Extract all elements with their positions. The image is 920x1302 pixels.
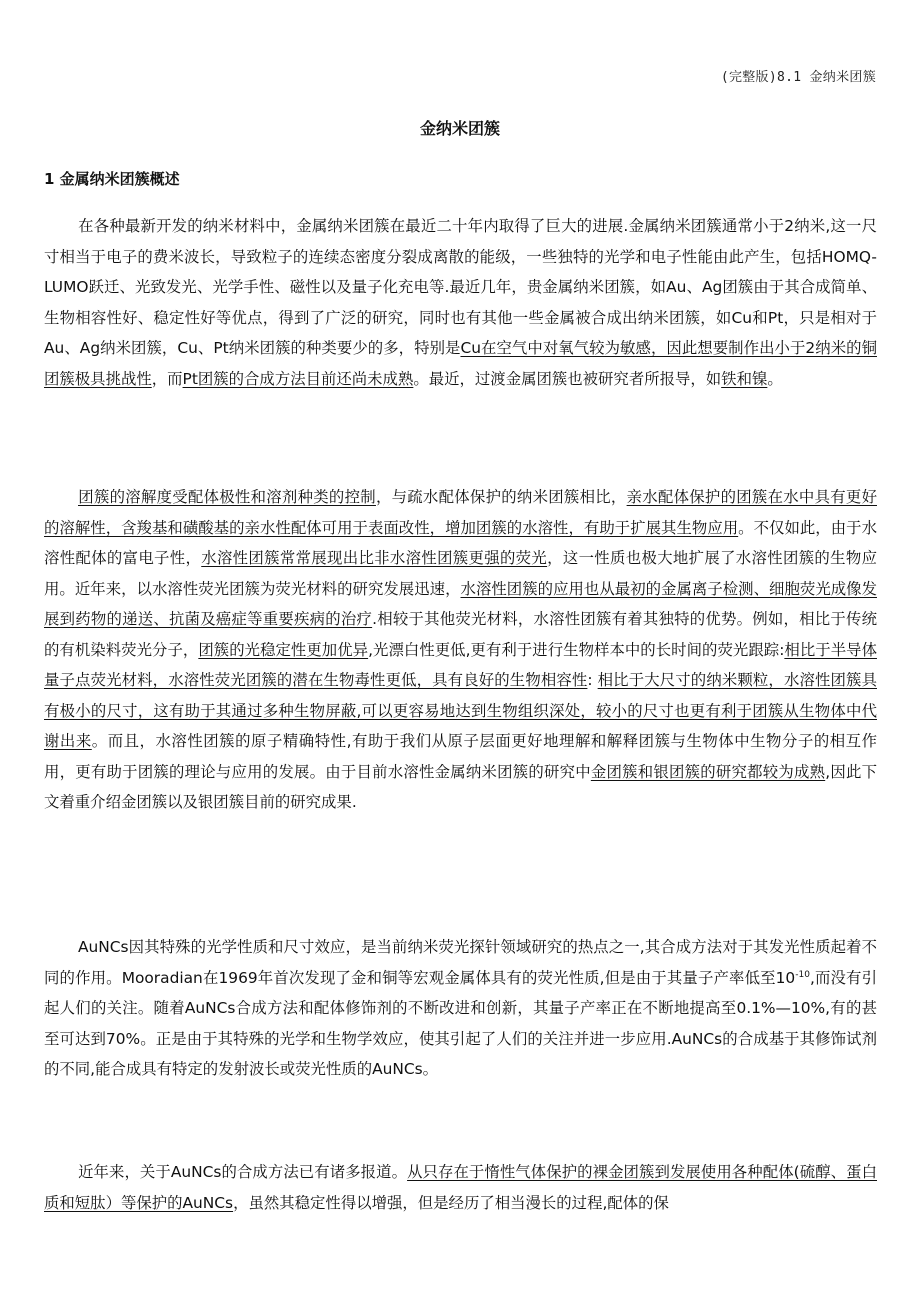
paragraph-text-b: ,而没有引起人们的关注。随着AuNCs合成方法和配体修饰剂的不断改进和创新，其量子产率正在不断地提高至0.1%—10%,有的甚至可达到70%。正是由于其特殊的光学和生物学效应，使其引起了人们的关注并进一步应用.AuNCs的合成基于其修饰试剂的不同,能合成具有特定的发射波长或荧光性质的AuNCs。 [44, 968, 877, 1078]
underlined-text: 亲水配体保护的团簇在水中具有更好的溶解性，含羧基和磺酸基的亲水性配体可用于表面改性，增加团簇的水溶性，有助于扩展其生物应用 [44, 488, 877, 537]
paragraph-body [44, 488, 877, 811]
underlined-text: Cu在空气中对氧气较为敏感，因此想要制作出小于2纳米的铜团簇极具挑战性 [44, 339, 877, 388]
text-run: ，这一性质也极大地扩展了水溶性团簇的生物应用。近年来，以水溶性荧光团簇为荧光材料的研究发展迅速， [44, 549, 877, 598]
text-run: ,光漂白性更低,更有利于进行生物样本中的长时间的荧光跟踪: [368, 640, 785, 659]
page-title: 金纳米团簇 [419, 119, 500, 138]
underlined-text: 团簇的溶解度受配体极性和溶剂种类的控制 [78, 488, 376, 506]
text-run: : [587, 671, 598, 689]
underlined-text: 相比于大尺寸的纳米颗粒，水溶性团簇具有极小的尺寸，这有助于其通过多种生物屏蔽,可以更容易地达到生物组织深处，较小的尺寸也更有利于团簇从生物体中代谢出来 [44, 671, 877, 750]
text-run: ，而 [151, 369, 183, 388]
underlined-text: 相比于半导体量子点荧光材料，水溶性荧光团簇的潜在生物毒性更低，具有良好的生物相容性 [44, 640, 877, 689]
text-run: 。 [767, 369, 783, 388]
section-heading: 1 金属纳米团簇概述 [44, 170, 180, 188]
paragraph-water-soluble [44, 482, 877, 818]
exponent: -10 [795, 969, 810, 980]
text-run: 近年来，关于AuNCs的合成方法已有诸多报道。 [78, 1163, 408, 1181]
text-run: .相较于其他荧光材料，水溶性团簇有着其独特的优势。例如，相比于传统的有机染料荧光分子， [44, 610, 877, 659]
text-run: 在各种最新开发的纳米材料中，金属纳米团簇在最近二十年内取得了巨大的进展.金属纳米团簇通常小于2纳米,这一尺寸相当于电子的费米波长，导致粒子的连续态密度分裂成离散的能级，一些独特的光学和电子性能由此产生，包括HOMQ-LUMO跃迁、光致发光、光学手性、磁性以及量子化充电等.最近几年，贵金属纳米团簇，如Au、Ag团簇由于其合成简单、生物相容性好、稳定性好等优点，得到了广泛的研究，同时也有其他一些金属被合成出纳米团簇，如Cu和Pt，只是相对于Au、Ag纳米团簇，Cu、Pt纳米团簇的种类要少的多，特别是 [44, 217, 877, 357]
running-header: (完整版)8.1 金纳米团簇 [720, 70, 876, 85]
text-run: ，虽然其稳定性得以增强，但是经历了相当漫长的过程,配体的保 [233, 1193, 669, 1212]
underlined-text: 从只存在于惰性气体保护的裸金团簇到发展使用各种配体(硫醇、蛋白质和短肽）等保护的AuNCs [44, 1163, 877, 1212]
underlined-text: 水溶性团簇常常展现出比非水溶性团簇更强的荧光 [201, 549, 548, 567]
paragraph-synthesis [44, 1157, 877, 1218]
text-run: 。不仅如此，由于水溶性配体的富电子性， [44, 518, 877, 567]
text-run: ，与疏水配体保护的纳米团簇相比， [375, 488, 627, 506]
text-run: 。最近，过渡金属团簇也被研究者所报导，如 [413, 369, 722, 388]
underlined-text: 金团簇和银团簇的研究都较为成熟 [590, 762, 826, 781]
text-run: ,因此下文着重介绍金团簇以及银团簇目前的研究成果. [44, 762, 877, 811]
paragraph-overview [44, 211, 877, 394]
paragraph-aunc-properties [44, 932, 877, 1085]
underlined-text: 团簇的光稳定性更加优异 [198, 640, 369, 659]
paragraph-body [44, 217, 877, 388]
underlined-text: 水溶性团簇的应用也从最初的金属离子检测、细胞荧光成像发展到药物的递送、抗菌及癌症等重要疾病的治疗 [44, 579, 877, 628]
underlined-text: Pt团簇的合成方法目前还尚未成熟 [182, 369, 414, 388]
text-run: 。而且，水溶性团簇的原子精确特性,有助于我们从原子层面更好地理解和解释团簇与生物体中生物分子的相互作用，更有助于团簇的理论与应用的发展。由于目前水溶性金属纳米团簇的研究中 [44, 732, 877, 781]
underlined-text: 铁和镍 [721, 369, 768, 388]
paragraph-text-a: AuNCs因其特殊的光学性质和尺寸效应，是当前纳米荧光探针领域研究的热点之一,其合成方法对于其发光性质起着不同的作用。Mooradian在1969年首次发现了金和铜等宏观金属体具有的荧光性质,但是由于其量子产率低至10 [44, 938, 877, 987]
paragraph-body [44, 1163, 877, 1212]
